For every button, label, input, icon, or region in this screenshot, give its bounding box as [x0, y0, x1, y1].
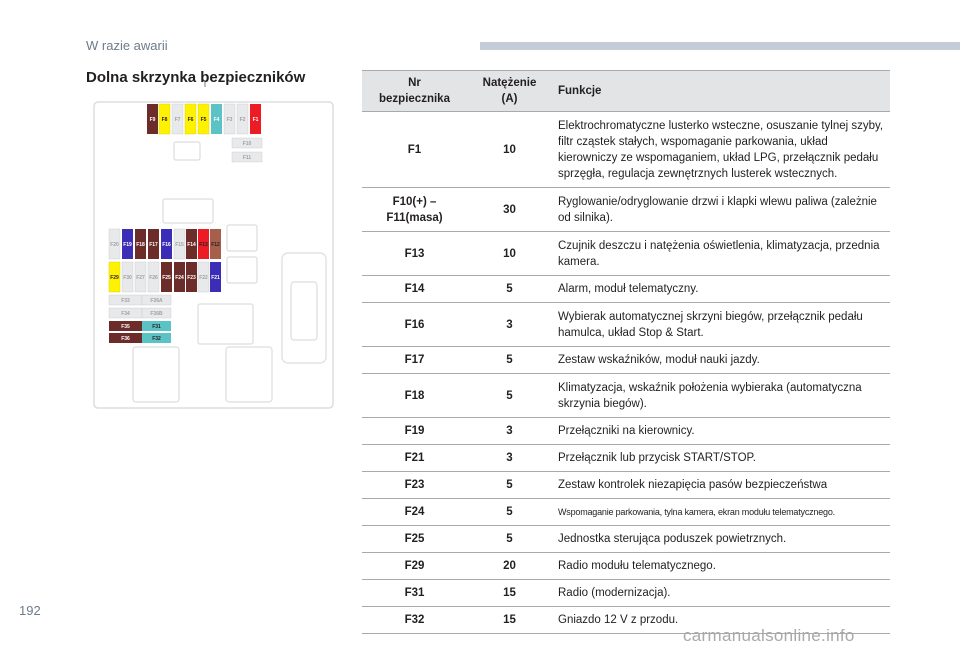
- fuse-nr: F10(+) – F11(masa): [362, 188, 467, 232]
- fuse-F29: [109, 262, 120, 292]
- fuse-F14: [186, 229, 197, 259]
- fuse-F30: [122, 262, 133, 292]
- table-row: [362, 580, 890, 607]
- fuse-F16: [161, 229, 172, 259]
- fuse-F31: [142, 321, 171, 331]
- fuse-F1: [250, 104, 261, 134]
- fuse-F23: [186, 262, 197, 292]
- fuse-nr: F17: [362, 347, 467, 374]
- section-title: Dolna skrzynka bezpieczników: [86, 69, 306, 86]
- fuse-amp: 5: [467, 347, 552, 374]
- svg-text:F11: F11: [242, 155, 252, 161]
- fuse-amp: 30: [467, 188, 552, 232]
- fuse-function: Radio (modernizacja).: [552, 580, 890, 607]
- table-row: [362, 347, 890, 374]
- fuse-F4: [211, 104, 222, 134]
- fuse-F9: [147, 104, 158, 134]
- fuse-nr: F29: [362, 553, 467, 580]
- fuse-nr: F1: [362, 112, 467, 188]
- fuse-amp: 10: [467, 112, 552, 188]
- fuse-F2: [237, 104, 248, 134]
- fuse-function: Przełączniki na kierownicy.: [552, 418, 890, 445]
- header-nr: Nr bezpiecznika: [362, 71, 467, 112]
- fuse-F25: [161, 262, 172, 292]
- fuse-F10: [232, 138, 262, 148]
- fuse-F33: [109, 295, 142, 305]
- fuse-F18: [135, 229, 146, 259]
- fuse-function: Wybierak automatycznej skrzyni biegów, przełącznik pedału hamulca, układ Stop & Start.: [552, 303, 890, 347]
- fuse-function: Klimatyzacja, wskaźnik położenia wybieraka (automatyczna skrzynia biegów).: [552, 374, 890, 418]
- fuse-function: Zestaw kontrolek niezapięcia pasów bezpieczeństwa: [552, 472, 890, 499]
- fuse-function: Ryglowanie/odryglowanie drzwi i klapki wlewu paliwa (zależnie od silnika).: [552, 188, 890, 232]
- table-row: [362, 472, 890, 499]
- svg-text:F14: F14: [187, 242, 196, 248]
- table-row: [362, 232, 890, 276]
- svg-text:F17: F17: [149, 242, 158, 248]
- fuse-table: [362, 70, 890, 634]
- fuse-amp: 5: [467, 472, 552, 499]
- fuse-F19: [122, 229, 133, 259]
- svg-text:F18: F18: [136, 242, 145, 248]
- svg-text:F30: F30: [123, 275, 132, 281]
- fuse-amp: 3: [467, 303, 552, 347]
- svg-text:F22: F22: [199, 275, 208, 281]
- fuse-function: Alarm, moduł telematyczny.: [552, 276, 890, 303]
- svg-text:F3: F3: [226, 117, 233, 123]
- fuse-F3: [224, 104, 235, 134]
- fuse-F36: [109, 333, 142, 343]
- svg-text:F8: F8: [161, 117, 168, 123]
- header-functions: Funkcje: [552, 71, 890, 112]
- fuse-F6: [185, 104, 196, 134]
- fuse-F15: [174, 229, 185, 259]
- table-header-row: [362, 71, 890, 112]
- svg-text:F6: F6: [187, 117, 194, 123]
- fuse-function: Zestaw wskaźników, moduł nauki jazdy.: [552, 347, 890, 374]
- fuse-F8: [159, 104, 170, 134]
- fuse-function: Jednostka sterująca poduszek powietrznych.: [552, 526, 890, 553]
- table-row: [362, 418, 890, 445]
- svg-text:F24: F24: [175, 275, 184, 281]
- svg-text:F10: F10: [242, 141, 252, 147]
- fuse-nr: F31: [362, 580, 467, 607]
- fuse-function: Radio modułu telematycznego.: [552, 553, 890, 580]
- svg-text:F31: F31: [152, 324, 161, 330]
- fuse-amp: 5: [467, 499, 552, 526]
- svg-text:F12: F12: [211, 242, 220, 248]
- fuse-function: Elektrochromatyczne lusterko wsteczne, osuszanie tylnej szyby, filtr cząstek stałych, wspomaganie parkowania, układ kierowniczy ze wspomaganiem, układ LPG, przełącznik pedału sprzęgła, regulacja zewnętrznych lusterek wstecznych.: [552, 112, 890, 188]
- fuse-nr: F14: [362, 276, 467, 303]
- fuse-nr: F16: [362, 303, 467, 347]
- fuse-amp: 15: [467, 607, 552, 634]
- table-row: [362, 112, 890, 188]
- fuse-F20: [109, 229, 120, 259]
- fuse-nr: F18: [362, 374, 467, 418]
- header-bar: [480, 42, 960, 50]
- fuse-F11: [232, 152, 262, 162]
- table-row: [362, 499, 890, 526]
- fuse-amp: 5: [467, 526, 552, 553]
- fuse-nr: F32: [362, 607, 467, 634]
- svg-text:F34: F34: [121, 311, 130, 317]
- fuse-function: Czujnik deszczu i natężenia oświetlenia, klimatyzacja, przednia kamera.: [552, 232, 890, 276]
- fuse-F35: [109, 321, 142, 331]
- table-row: [362, 553, 890, 580]
- svg-text:F1: F1: [252, 117, 259, 123]
- fuse-F26: [148, 262, 159, 292]
- svg-text:F16: F16: [162, 242, 171, 248]
- page-number: 192: [19, 603, 41, 618]
- fuse-F27: [135, 262, 146, 292]
- fuse-F24: [174, 262, 185, 292]
- fuse-nr: F23: [362, 472, 467, 499]
- svg-text:F36: F36: [121, 336, 130, 342]
- svg-text:F9: F9: [149, 117, 156, 123]
- fuse-F13: [198, 229, 209, 259]
- fuse-F34: [109, 308, 142, 318]
- fuse-function: Wspomaganie parkowania, tylna kamera, ekran modułu telematycznego.: [552, 499, 890, 526]
- fuse-F21: [210, 262, 221, 292]
- fuse-nr: F21: [362, 445, 467, 472]
- fuse-amp: 10: [467, 232, 552, 276]
- svg-text:F36A: F36A: [150, 298, 163, 304]
- svg-text:F26: F26: [149, 275, 158, 281]
- svg-text:F27: F27: [136, 275, 145, 281]
- svg-text:F5: F5: [200, 117, 207, 123]
- fuse-amp: 5: [467, 276, 552, 303]
- svg-text:F2: F2: [239, 117, 246, 123]
- fuse-F32: [142, 333, 171, 343]
- svg-text:F29: F29: [110, 275, 119, 281]
- fuse-function: Gniazdo 12 V z przodu.: [552, 607, 890, 634]
- table-row: [362, 276, 890, 303]
- svg-text:F13: F13: [199, 242, 208, 248]
- fuse-amp: 3: [467, 445, 552, 472]
- fuse-function: Przełącznik lub przycisk START/STOP.: [552, 445, 890, 472]
- svg-text:F25: F25: [162, 275, 171, 281]
- svg-text:F33: F33: [121, 298, 130, 304]
- watermark: carmanualsonline.info: [683, 626, 855, 645]
- fuse-F5: [198, 104, 209, 134]
- svg-text:F19: F19: [123, 242, 132, 248]
- fuse-F17: [148, 229, 159, 259]
- svg-text:F36B: F36B: [150, 311, 163, 317]
- fuse-amp: 3: [467, 418, 552, 445]
- fuse-F12: [210, 229, 221, 259]
- svg-text:F20: F20: [110, 242, 119, 248]
- svg-text:F21: F21: [211, 275, 220, 281]
- table-row: [362, 303, 890, 347]
- running-header: W razie awarii: [86, 38, 168, 53]
- svg-text:F23: F23: [187, 275, 196, 281]
- fuse-nr: F19: [362, 418, 467, 445]
- fuse-F36B: [142, 308, 171, 318]
- fuse-F7: [172, 104, 183, 134]
- fuse-amp: 5: [467, 374, 552, 418]
- svg-text:F35: F35: [121, 324, 130, 330]
- fuse-amp: 15: [467, 580, 552, 607]
- svg-text:F32: F32: [152, 336, 161, 342]
- fuse-F36A: [142, 295, 171, 305]
- fuse-nr: F25: [362, 526, 467, 553]
- svg-text:F4: F4: [213, 117, 220, 123]
- table-row: [362, 526, 890, 553]
- table-row: [362, 188, 890, 232]
- fuse-amp: 20: [467, 553, 552, 580]
- table-row: [362, 445, 890, 472]
- svg-text:F7: F7: [174, 117, 181, 123]
- table-row: [362, 374, 890, 418]
- fuse-box-diagram: [93, 82, 335, 410]
- svg-text:F15: F15: [175, 242, 184, 248]
- header-amp: Natężenie (A): [467, 71, 552, 112]
- fuse-nr: F24: [362, 499, 467, 526]
- fuse-nr: F13: [362, 232, 467, 276]
- fuse-F22: [198, 262, 209, 292]
